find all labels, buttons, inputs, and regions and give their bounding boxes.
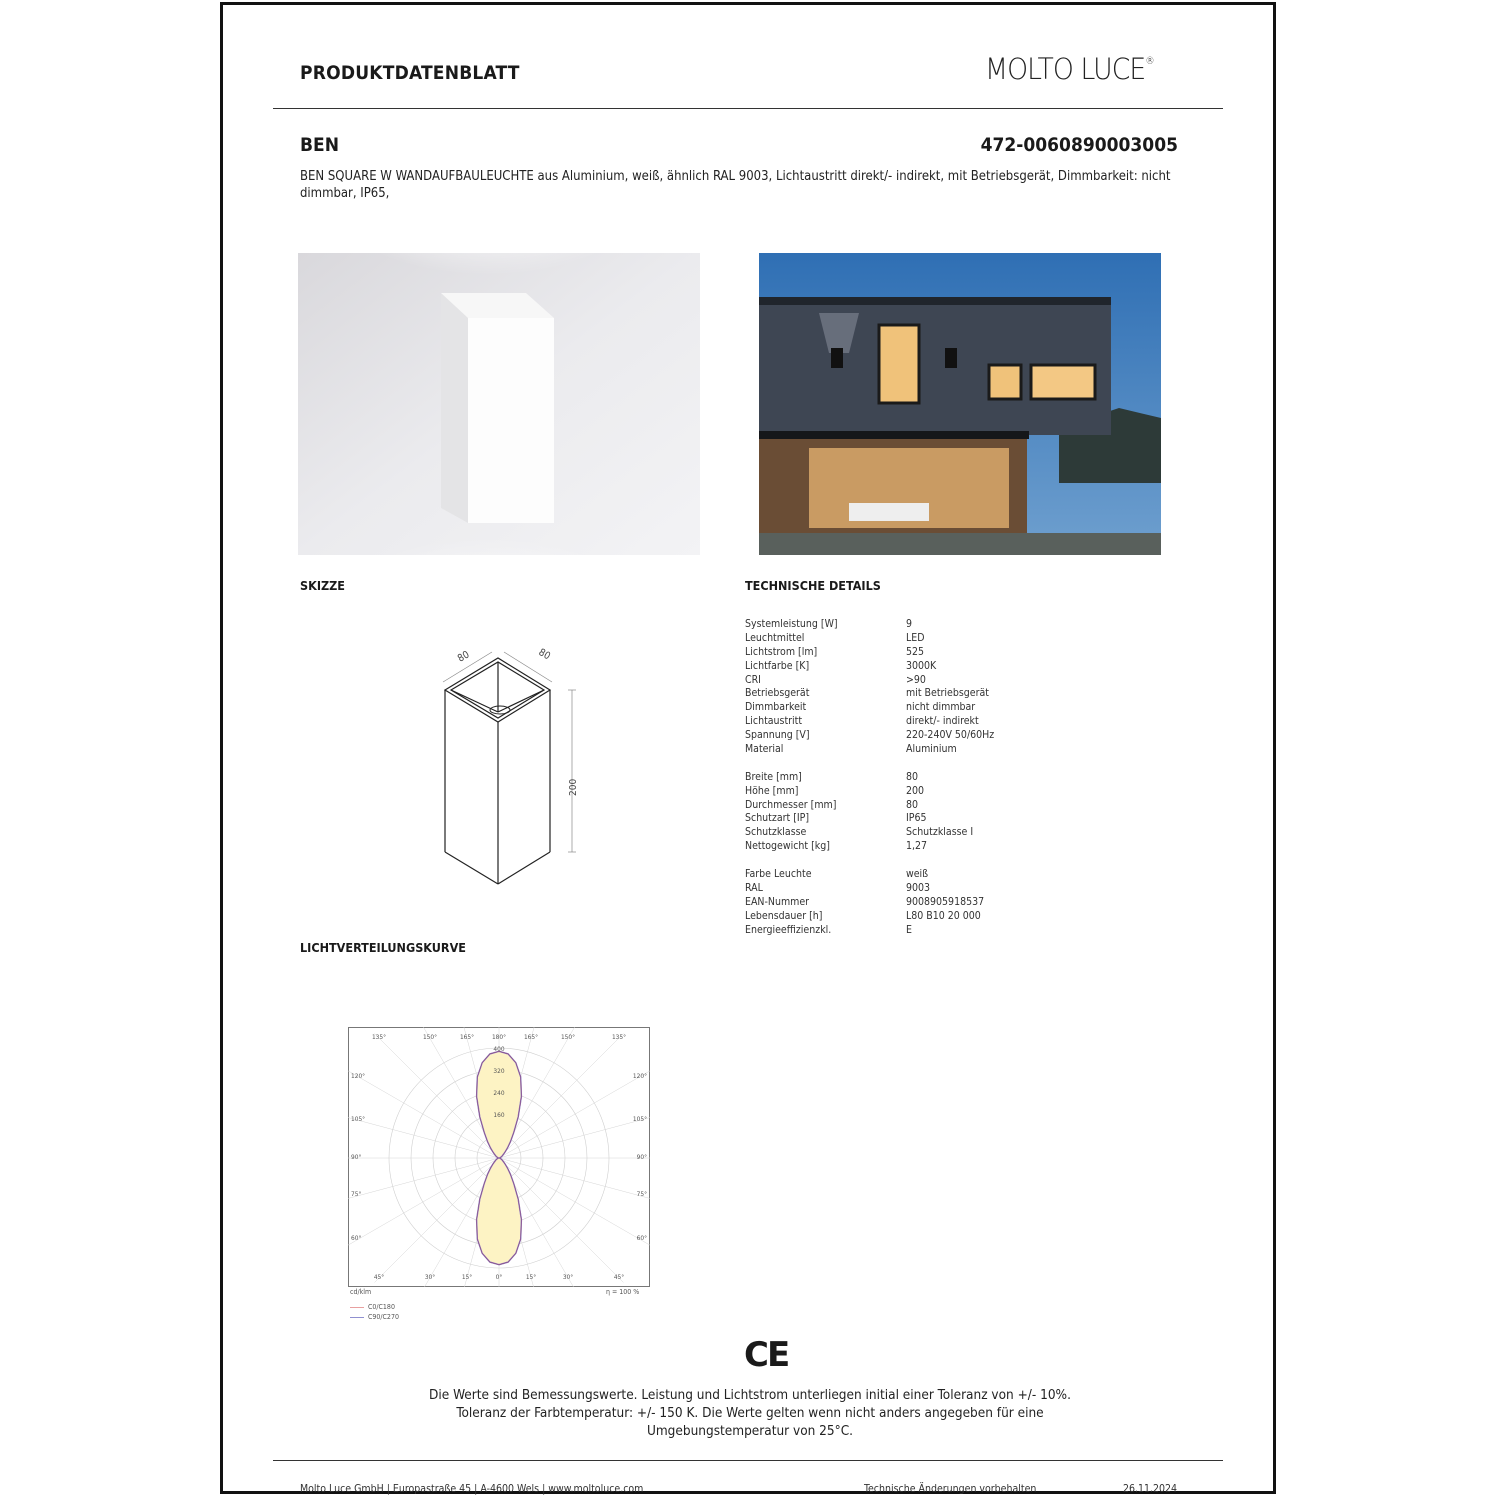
ldc-angle-label: 135° — [611, 1033, 627, 1041]
ldc-radial-tick: 320 — [493, 1067, 505, 1075]
ldc-angle-label: 105° — [351, 1115, 366, 1123]
legend-label: C0/C180 — [368, 1303, 395, 1311]
tech-row — [745, 868, 994, 882]
tech-label: CRI — [745, 673, 761, 686]
tech-row — [745, 618, 994, 632]
tech-details-table — [745, 618, 994, 937]
tech-label: Leuchtmittel — [745, 631, 805, 644]
ldc-heading: LICHTVERTEILUNGSKURVE — [300, 940, 466, 955]
tech-value: >90 — [906, 673, 926, 686]
tech-value: 80 — [906, 798, 919, 811]
tech-label: Höhe [mm] — [745, 784, 799, 797]
legend-swatch — [350, 1307, 364, 1308]
tech-value: 80 — [906, 770, 919, 783]
light-distribution-chart — [348, 1027, 650, 1287]
tech-label: Durchmesser [mm] — [745, 798, 837, 811]
ldc-legend — [350, 1302, 399, 1322]
tech-label: Breite [mm] — [745, 770, 802, 783]
ce-mark: CE — [744, 1335, 789, 1375]
tech-row — [745, 646, 994, 660]
product-photo — [298, 253, 700, 555]
sketch-height-label: 200 — [568, 778, 579, 796]
tech-value: direkt/- indirekt — [906, 715, 979, 728]
ldc-angle-label: 135° — [371, 1033, 387, 1041]
sketch-heading: SKIZZE — [300, 578, 345, 593]
footer-date: 26.11.2024 — [1123, 1483, 1178, 1495]
header-divider — [273, 108, 1223, 109]
tech-row — [745, 924, 994, 938]
tech-row — [745, 785, 994, 799]
legend-swatch — [350, 1317, 364, 1318]
tech-value: mit Betriebsgerät — [906, 687, 989, 700]
ldc-angle-label: 165° — [459, 1033, 475, 1041]
note-line-3: Umgebungstemperatur von 25°C. — [646, 1423, 854, 1439]
tech-label: Nettogewicht [kg] — [745, 840, 830, 853]
tech-row — [745, 729, 994, 743]
tech-label: Material — [745, 743, 784, 756]
ldc-angle-label: 15° — [461, 1273, 473, 1281]
ldc-radial-tick: 240 — [493, 1089, 505, 1097]
tech-value: 525 — [906, 645, 925, 658]
brand-logo — [985, 52, 1154, 86]
tech-row — [745, 882, 994, 896]
tech-row — [745, 674, 994, 688]
tech-label: Schutzklasse — [745, 826, 807, 839]
ldc-unit-label: cd/klm — [350, 1288, 372, 1296]
tolerance-note — [300, 1386, 1200, 1440]
footer-disclaimer: Technische Änderungen vorbehalten — [864, 1483, 1037, 1495]
ldc-angle-label: 15° — [525, 1273, 537, 1281]
ldc-angle-label: 75° — [636, 1190, 647, 1198]
tech-label: Farbe Leuchte — [745, 868, 812, 881]
ldc-angle-label: 90° — [351, 1153, 362, 1161]
product-description: BEN SQUARE W WANDAUFBAULEUCHTE aus Aluminium, weiß, ähnlich RAL 9003, Lichtaustritt direkt/- indirekt, mit Betriebsgerät, Dimmbarkeit: nicht dimmbar, IP65, — [300, 169, 1171, 201]
ldc-angle-label: 45° — [373, 1273, 385, 1281]
tech-label: Lebensdauer [h] — [745, 909, 823, 922]
ldc-angle-label: 90° — [636, 1153, 647, 1161]
tech-value: 3000K — [906, 659, 937, 672]
ldc-angle-label: 30° — [424, 1273, 436, 1281]
ldc-angle-label: 60° — [636, 1234, 647, 1242]
tech-label: Energieeffizienzkl. — [745, 923, 832, 936]
tech-row — [745, 715, 994, 729]
tech-label: Schutzart [IP] — [745, 812, 810, 825]
legend-item — [350, 1312, 399, 1322]
tech-row — [745, 743, 994, 757]
tech-value: E — [906, 923, 912, 936]
tech-value: L80 B10 20 000 — [906, 909, 981, 922]
footer-company: Molto Luce GmbH | Europastraße 45 | A-4600 Wels | www.moltoluce.com — [300, 1483, 644, 1495]
ldc-angle-label: 120° — [351, 1072, 366, 1080]
tech-value: 1,27 — [906, 840, 928, 853]
tech-value: LED — [906, 631, 925, 644]
tech-row — [745, 660, 994, 674]
tech-value: IP65 — [906, 812, 927, 825]
ldc-angle-label: 60° — [351, 1234, 362, 1242]
tech-value: 9 — [906, 618, 913, 630]
sketch-depth-label: 80 — [536, 647, 552, 663]
dimension-sketch — [420, 640, 600, 890]
ldc-angle-label: 120° — [632, 1072, 647, 1080]
application-photo — [759, 253, 1161, 555]
tech-label: Spannung [V] — [745, 729, 810, 742]
tech-label: RAL — [745, 881, 763, 894]
tech-value: Aluminium — [906, 743, 957, 756]
tech-row — [745, 826, 994, 840]
tech-row — [745, 771, 994, 785]
ldc-efficiency-label: η = 100 % — [606, 1288, 640, 1296]
document-title: PRODUKTDATENBLATT — [300, 62, 520, 84]
tech-row — [745, 896, 994, 910]
ldc-radial-tick: 400 — [493, 1045, 505, 1053]
tech-row — [745, 799, 994, 813]
logo-text: MOLTO LUCE — [985, 52, 1146, 86]
tech-label: EAN-Nummer — [745, 895, 810, 908]
note-line-1: Die Werte sind Bemessungswerte. Leistung und Lichtstrom unterliegen initial einer Toleranz von +/- 10%. — [429, 1387, 1071, 1403]
tech-row — [745, 701, 994, 715]
tech-row — [745, 632, 994, 646]
ldc-angle-label: 30° — [562, 1273, 574, 1281]
ldc-angle-label: 75° — [351, 1190, 362, 1198]
legend-label: C90/C270 — [368, 1313, 399, 1321]
ldc-angle-label: 180° — [491, 1033, 507, 1041]
tech-label: Systemleistung [W] — [745, 618, 838, 630]
footer-divider — [273, 1460, 1223, 1461]
tech-row — [745, 812, 994, 826]
tech-value: 9008905918537 — [906, 895, 985, 908]
tech-label: Dimmbarkeit — [745, 701, 807, 714]
ldc-angle-label: 105° — [632, 1115, 647, 1123]
note-line-2: Toleranz der Farbtemperatur: +/- 150 K. Die Werte gelten wenn nicht anders angegeben für eine — [456, 1405, 1044, 1421]
tech-label: Lichtfarbe [K] — [745, 659, 810, 672]
tech-row — [745, 910, 994, 924]
ldc-angle-label: 150° — [422, 1033, 438, 1041]
ldc-radial-tick: 160 — [493, 1111, 505, 1119]
tech-label: Lichtstrom [lm] — [745, 645, 818, 658]
tech-heading: TECHNISCHE DETAILS — [745, 578, 881, 593]
tech-value: Schutzklasse I — [906, 826, 974, 839]
tech-label: Betriebsgerät — [745, 687, 810, 700]
tech-row — [745, 840, 994, 854]
registered-mark: ® — [1145, 56, 1154, 67]
ldc-angle-label: 45° — [613, 1273, 625, 1281]
tech-value: 200 — [906, 784, 925, 797]
sketch-width-label: 80 — [456, 649, 472, 665]
ldc-angle-label: 150° — [560, 1033, 576, 1041]
legend-item — [350, 1302, 399, 1312]
ldc-angle-label: 165° — [523, 1033, 539, 1041]
tech-value: 220-240V 50/60Hz — [906, 729, 995, 742]
ldc-angle-label: 0° — [495, 1273, 503, 1281]
product-code: 472-0060890003005 — [980, 134, 1178, 156]
tech-value: weiß — [906, 868, 929, 881]
product-name: BEN — [300, 134, 340, 156]
tech-value: nicht dimmbar — [906, 701, 976, 714]
tech-value: 9003 — [906, 881, 931, 894]
tech-row — [745, 687, 994, 701]
tech-label: Lichtaustritt — [745, 715, 803, 728]
